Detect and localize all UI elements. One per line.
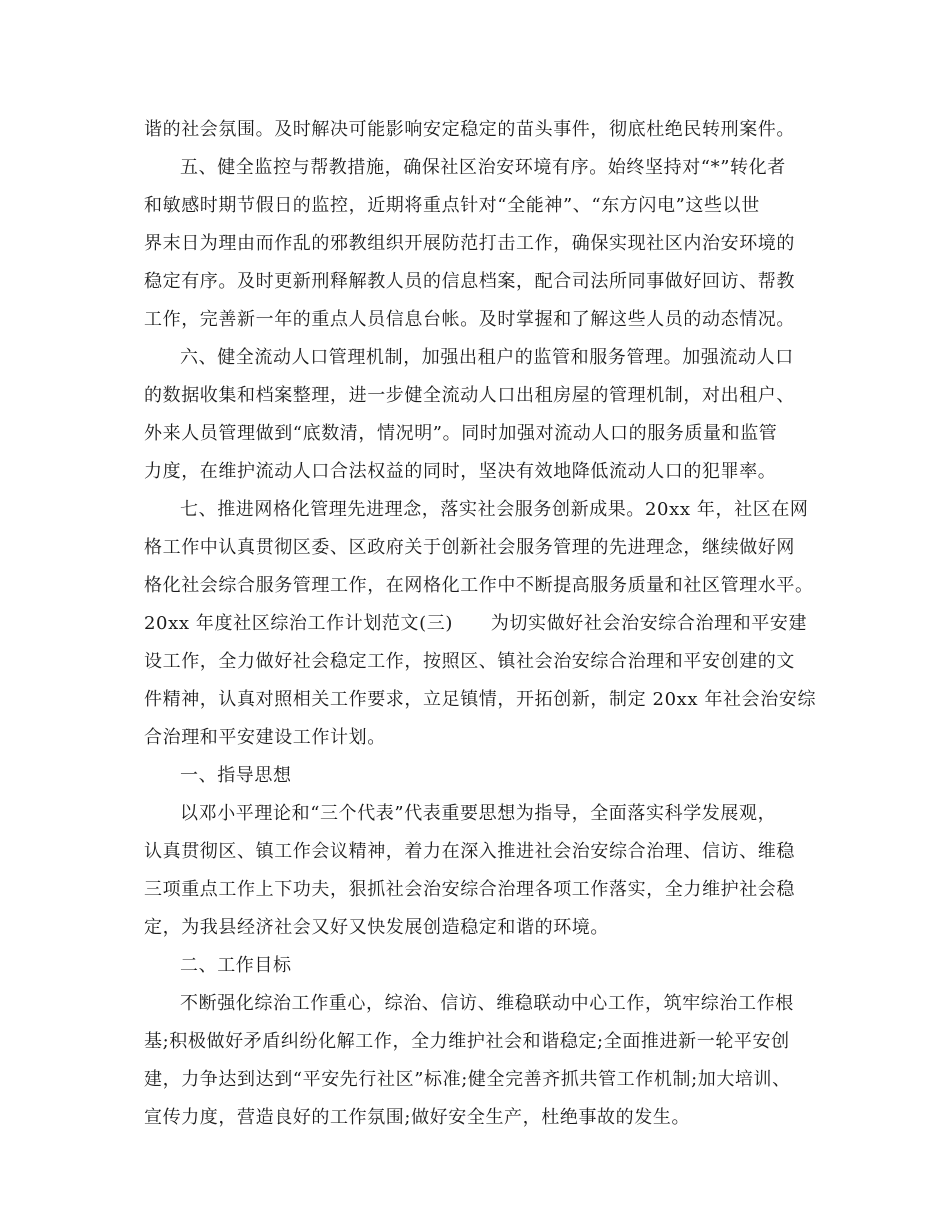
text-line: 以邓小平理论和“三个代表”代表重要思想为指导，全面落实科学发展观， — [180, 803, 777, 824]
text-line: 谐的社会氛围。及时解决可能影响安定稳定的苗头事件，彻底杜绝民转刑案件。 — [144, 119, 795, 140]
text-line: 宣传力度，营造良好的工作氛围;做好安全生产，杜绝事故的发生。 — [144, 1107, 691, 1128]
text-line: 力度，在维护流动人口合法权益的同时，坚决有效地降低流动人口的犯罪率。 — [144, 461, 777, 482]
text-line: 认真贯彻区、镇工作会议精神，着力在深入推进社会治安综合治理、信访、维稳 — [144, 841, 795, 862]
text-line: 三项重点工作上下功夫，狠抓社会治安综合治理各项工作落实，全力维护社会稳 — [144, 879, 795, 900]
text-line: 的数据收集和档案整理，进一步健全流动人口出租房屋的管理机制，对出租户、 — [144, 385, 795, 406]
text-line: 合治理和平安建设工作计划。 — [144, 727, 386, 748]
text-line: 20xx 年度社区综治工作计划范文(三) 为切实做好社会治安综合治理和平安建 — [144, 613, 808, 634]
text-line: 定，为我县经济社会又好又快发展创造稳定和谐的环境。 — [144, 917, 609, 938]
text-line: 外来人员管理做到“底数清，情况明”。同时加强对流动人口的服务质量和监管 — [144, 423, 778, 444]
text-line: 基;积极做好矛盾纠纷化解工作，全力维护社会和谐稳定;全面推进新一轮平安创 — [144, 1031, 790, 1052]
text-line: 件精神，认真对照相关工作要求，立足镇情，开拓创新，制定 20xx 年社会治安综 — [144, 689, 817, 710]
text-line: 和敏感时期节假日的监控，近期将重点针对“全能神”、“东方闪电”这些以世 — [144, 195, 760, 216]
text-line: 格化社会综合服务管理工作，在网格化工作中不断提高服务质量和社区管理水平。 — [144, 575, 814, 596]
section-heading: 二、工作目标 — [180, 955, 292, 976]
text-line: 建，力争达到达到“平安先行社区”标准;健全完善齐抓共管工作机制;加大培训、 — [144, 1069, 791, 1090]
text-line: 六、健全流动人口管理机制，加强出租户的监管和服务管理。加强流动人口 — [180, 347, 794, 368]
text-line: 稳定有序。及时更新刑释解教人员的信息档案，配合司法所同事做好回访、帮教 — [144, 271, 795, 292]
text-line: 设工作，全力做好社会稳定工作，按照区、镇社会治安综合治理和平安创建的文 — [144, 651, 795, 672]
section-heading: 一、指导思想 — [180, 765, 292, 786]
text-line: 工作，完善新一年的重点人员信息台帐。及时掌握和了解这些人员的动态情况。 — [144, 309, 795, 330]
text-line: 界末日为理由而作乱的邪教组织开展防范打击工作，确保实现社区内治安环境的 — [144, 233, 795, 254]
text-line: 不断强化综治工作重心，综治、信访、维稳联动中心工作，筑牢综治工作根 — [180, 993, 794, 1014]
text-line: 五、健全监控与帮教措施，确保社区治安环境有序。始终坚持对“*”转化者 — [180, 157, 786, 178]
text-line: 七、推进网格化管理先进理念，落实社会服务创新成果。20xx 年，社区在网 — [180, 499, 809, 520]
text-line: 格工作中认真贯彻区委、区政府关于创新社会服务管理的先进理念，继续做好网 — [144, 537, 795, 558]
